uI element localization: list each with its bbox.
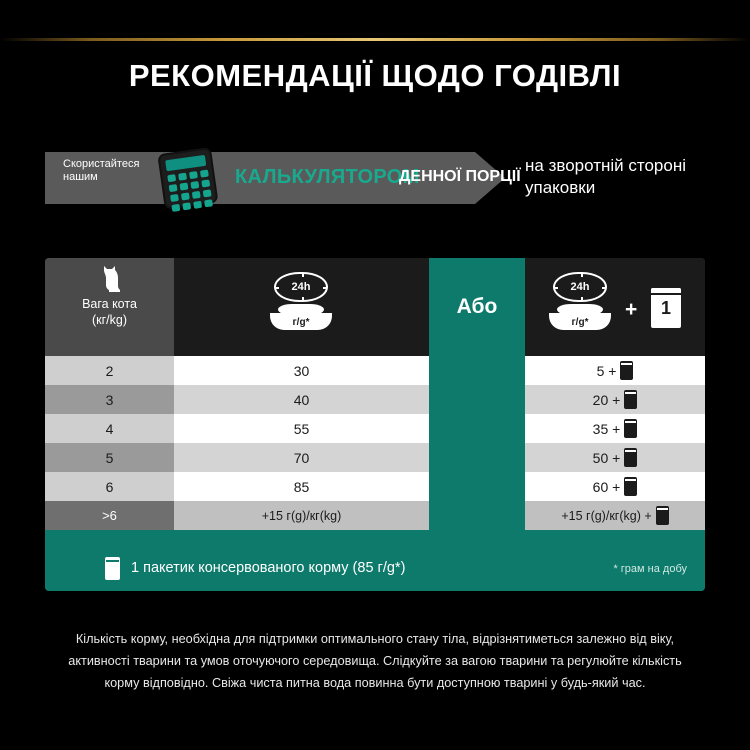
pouch-small-icon <box>624 390 637 409</box>
cell-mix: +15 г(g)/кг(kg) + <box>525 501 705 530</box>
cell-weight: 4 <box>45 414 174 443</box>
cell-mix: 60 + <box>525 472 705 501</box>
clock-24h-icon: 24h <box>274 272 328 302</box>
cell-weight: >6 <box>45 501 174 530</box>
food-bowl-icon-2: г/g* <box>549 304 611 330</box>
cell-divider <box>429 443 525 472</box>
food-bowl-icon: г/g* <box>270 304 332 330</box>
cell-dry: 70 <box>174 443 429 472</box>
cell-mix: 35 + <box>525 414 705 443</box>
cell-weight: 5 <box>45 443 174 472</box>
footer-text: 1 пакетик консервованого корму (85 г/g*) <box>131 560 406 576</box>
cell-divider <box>429 356 525 385</box>
cell-dry: +15 г(g)/кг(kg) <box>174 501 429 530</box>
cell-mix: 5 + <box>525 356 705 385</box>
table-footer <box>45 546 705 591</box>
disclaimer-text: Кількість корму, необхідна для підтримки оптимального стану тіла, відрізнятиметься залежно від віку, активності тварини та умов оточуючого середовища. Слідкуйте за вагою тварини та регулюйте кількість корму відповідно. Свіжа чиста питна вода повинна бути доступною тварині у будь-який час. <box>68 632 682 690</box>
header-cell-or: Або <box>429 258 525 356</box>
cell-dry: 40 <box>174 385 429 414</box>
cell-weight: 6 <box>45 472 174 501</box>
table-row <box>45 414 705 443</box>
feeding-table <box>45 258 705 591</box>
header-cell-dry-food <box>174 258 429 356</box>
table-row <box>45 501 705 530</box>
clock-24h-icon-2: 24h <box>553 272 607 302</box>
cell-divider <box>429 414 525 443</box>
cell-dry: 30 <box>174 356 429 385</box>
pouch-small-icon <box>656 506 669 525</box>
pouch-footer-icon <box>105 557 120 580</box>
cell-weight: 2 <box>45 356 174 385</box>
banner-highlight-word: КАЛЬКУЛЯТОРОМ <box>235 166 420 188</box>
pouch-icon: 1 <box>651 288 681 328</box>
calculator-icon <box>157 146 224 212</box>
cell-weight: 3 <box>45 385 174 414</box>
pouch-small-icon <box>624 419 637 438</box>
pouch-small-icon <box>624 448 637 467</box>
table-header <box>45 258 705 356</box>
footer-note: * грам на добу <box>613 563 687 575</box>
header-weight-label: Вага кота (кг/kg) <box>82 297 137 327</box>
cell-mix: 50 + <box>525 443 705 472</box>
pouch-small-icon <box>624 477 637 496</box>
table-row <box>45 472 705 501</box>
cell-divider <box>429 472 525 501</box>
banner-left-text: Скористайтеся нашим <box>63 158 140 183</box>
gold-divider <box>0 38 750 41</box>
cell-divider <box>429 385 525 414</box>
table-row <box>45 443 705 472</box>
table-row <box>45 385 705 414</box>
table-row <box>45 356 705 385</box>
banner-rest-word: ДЕННОЇ ПОРЦІЇ <box>399 168 521 185</box>
cell-mix: 20 + <box>525 385 705 414</box>
cat-silhouette-icon <box>101 266 121 292</box>
banner-right-text: на зворотній стороні упаковки <box>525 156 686 197</box>
plus-sign: + <box>625 298 638 321</box>
cell-divider <box>429 501 525 530</box>
page-title: РЕКОМЕНДАЦІЇ ЩОДО ГОДІВЛІ <box>128 58 622 93</box>
pouch-small-icon <box>620 361 633 380</box>
header-cell-weight <box>45 258 174 356</box>
header-cell-mixed-feeding <box>525 258 705 356</box>
calculator-banner <box>45 152 705 204</box>
cell-dry: 85 <box>174 472 429 501</box>
cell-dry: 55 <box>174 414 429 443</box>
